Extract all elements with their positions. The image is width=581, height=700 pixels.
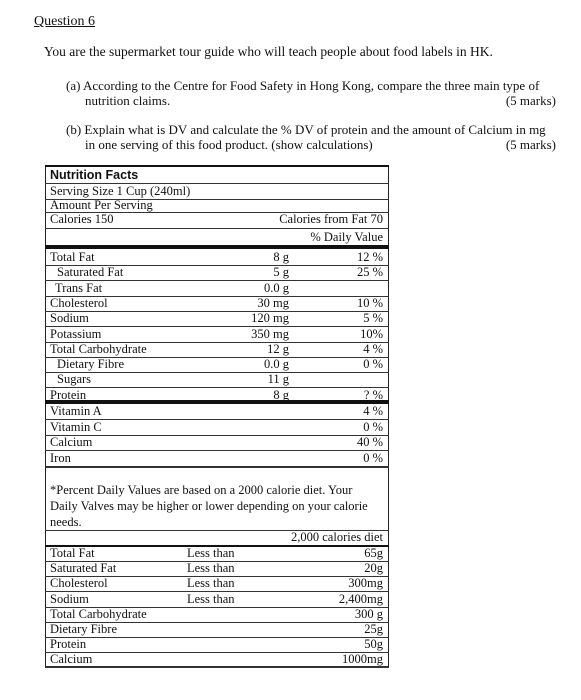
nutrient-row [45,372,389,388]
header-label: Nutrition Facts [50,168,139,182]
nutrient-name: Sugars [57,372,92,387]
vitamin-dv: 0 % [363,450,383,465]
nutrient-dv: 10 % [356,295,383,310]
nutrient-dv: 25 % [356,265,383,280]
daily-value-header: % Daily Value [310,230,383,244]
reference-row [45,576,389,592]
reference-name: Protein [50,637,87,652]
reference-name: Total Carbohydrate [50,606,147,621]
nutrition-facts-header [45,168,389,183]
nutrient-name: Protein [50,387,87,402]
nutrient-amount: 11 g [267,372,289,387]
vitamin-name: Vitamin C [50,419,102,434]
vitamin-name: Calcium [50,435,93,449]
reference-row [45,561,389,577]
serving-size-row [45,184,389,199]
vitamin-dv: 4 % [363,404,383,418]
nutrient-dv: 5 % [363,311,383,326]
daily-value-header-row [45,230,389,245]
nutrient-amount: 5 g [273,265,289,280]
nutrient-amount: 120 mg [251,311,289,326]
footnote: *Percent Daily Values are based on a 2000 calorie diet. Your Daily Valves may be higher or lower depending on your calorie needs. [50,483,368,529]
reference-row [45,592,389,608]
question-intro: You are the supermarket tour guide who will teach people about food labels in HK. [44,44,493,59]
nutrient-row [45,296,389,312]
reference-qualifier: Less than [187,576,235,591]
nutrient-amount: 0.0 g [264,280,289,295]
nutrient-dv: 12 % [356,250,383,264]
nutrient-dv: ? % [363,387,383,402]
reference-value: 300 g [354,606,383,621]
reference-name: Saturated Fat [50,561,117,576]
nutrient-row [45,265,389,281]
nutrient-amount: 8 g [273,250,289,264]
nutrient-amount: 30 mg [257,295,289,310]
reference-value: 2,400mg [338,591,383,606]
reference-name: Sodium [50,591,89,606]
vitamin-dv: 40 % [356,435,383,449]
nutrient-amount: 350 mg [251,326,289,341]
reference-name: Calcium [50,652,93,667]
reference-value: 300mg [348,576,383,591]
reference-name: Dietary Fibre [50,622,117,636]
nutrient-name: Total Carbohydrate [50,341,147,356]
nutrient-name: Total Fat [50,250,95,264]
nutrient-row [45,342,389,358]
question-title: Question 6 [34,14,96,29]
vitamin-row [45,435,389,451]
vitamin-row [45,451,389,467]
reference-value: 1000mg [342,652,383,667]
nutrient-row [45,357,389,373]
vitamin-row [45,404,389,420]
reference-qualifier: Less than [187,561,235,576]
nutrient-name: Potassium [50,326,102,341]
reference-name: Total Fat [50,546,95,560]
reference-name: Cholesterol [50,576,108,591]
vitamin-row [45,420,389,436]
reference-value: 65g [364,546,383,560]
vitamin-name: Vitamin A [50,404,102,418]
nutrient-dv: 10% [360,326,383,341]
amount-per-serving: Amount Per Serving [50,198,153,212]
diet-header: 2,000 calories diet [291,530,383,544]
part-b-line1: (b) Explain what is DV and calculate the % DV of protein and the amount of Calcium in mg [66,122,546,137]
calories-row [45,212,389,227]
nutrient-name: Dietary Fibre [57,357,124,372]
calories: Calories 150 [50,212,114,226]
nutrient-row [45,250,389,266]
part-b-line2: in one serving of this food product. (show calculations) [85,137,373,152]
nutrient-row [45,281,389,297]
amount-per-serving-row [45,198,389,213]
nutrient-amount: 0.0 g [264,357,289,372]
reference-value: 25g [364,622,383,636]
part-a-line2: nutrition claims. [85,93,171,108]
reference-row [45,622,389,638]
nutrient-row [45,311,389,327]
reference-row [45,637,389,653]
part-b-marks: (5 marks) [505,137,556,152]
nutrient-dv: 4 % [363,341,383,356]
part-a-line1: (a) According to the Centre for Food Safety in Hong Kong, compare the three main type of [66,78,540,93]
vitamin-name: Iron [50,450,71,465]
reference-qualifier: Less than [187,546,235,560]
reference-qualifier: Less than [187,591,235,606]
nutrient-dv: 0 % [363,357,383,372]
reference-value: 50g [364,637,383,652]
vitamin-dv: 0 % [363,419,383,434]
reference-value: 20g [364,561,383,576]
nutrient-name: Saturated Fat [57,265,124,280]
reference-row [45,546,389,562]
diet-header-row [45,530,389,545]
nutrient-row [45,327,389,343]
calories-from-fat: Calories from Fat 70 [279,212,383,226]
nutrient-amount: 8 g [273,387,289,402]
nutrient-amount: 12 g [267,341,289,356]
panel-top-border [45,165,389,167]
part-a-marks: (5 marks) [505,93,556,108]
serving-size: Serving Size 1 Cup (240ml) [50,184,191,198]
nutrient-name: Sodium [50,311,89,326]
nutrient-name: Cholesterol [50,295,108,310]
reference-row [45,607,389,623]
nutrient-name: Trans Fat [55,280,103,295]
